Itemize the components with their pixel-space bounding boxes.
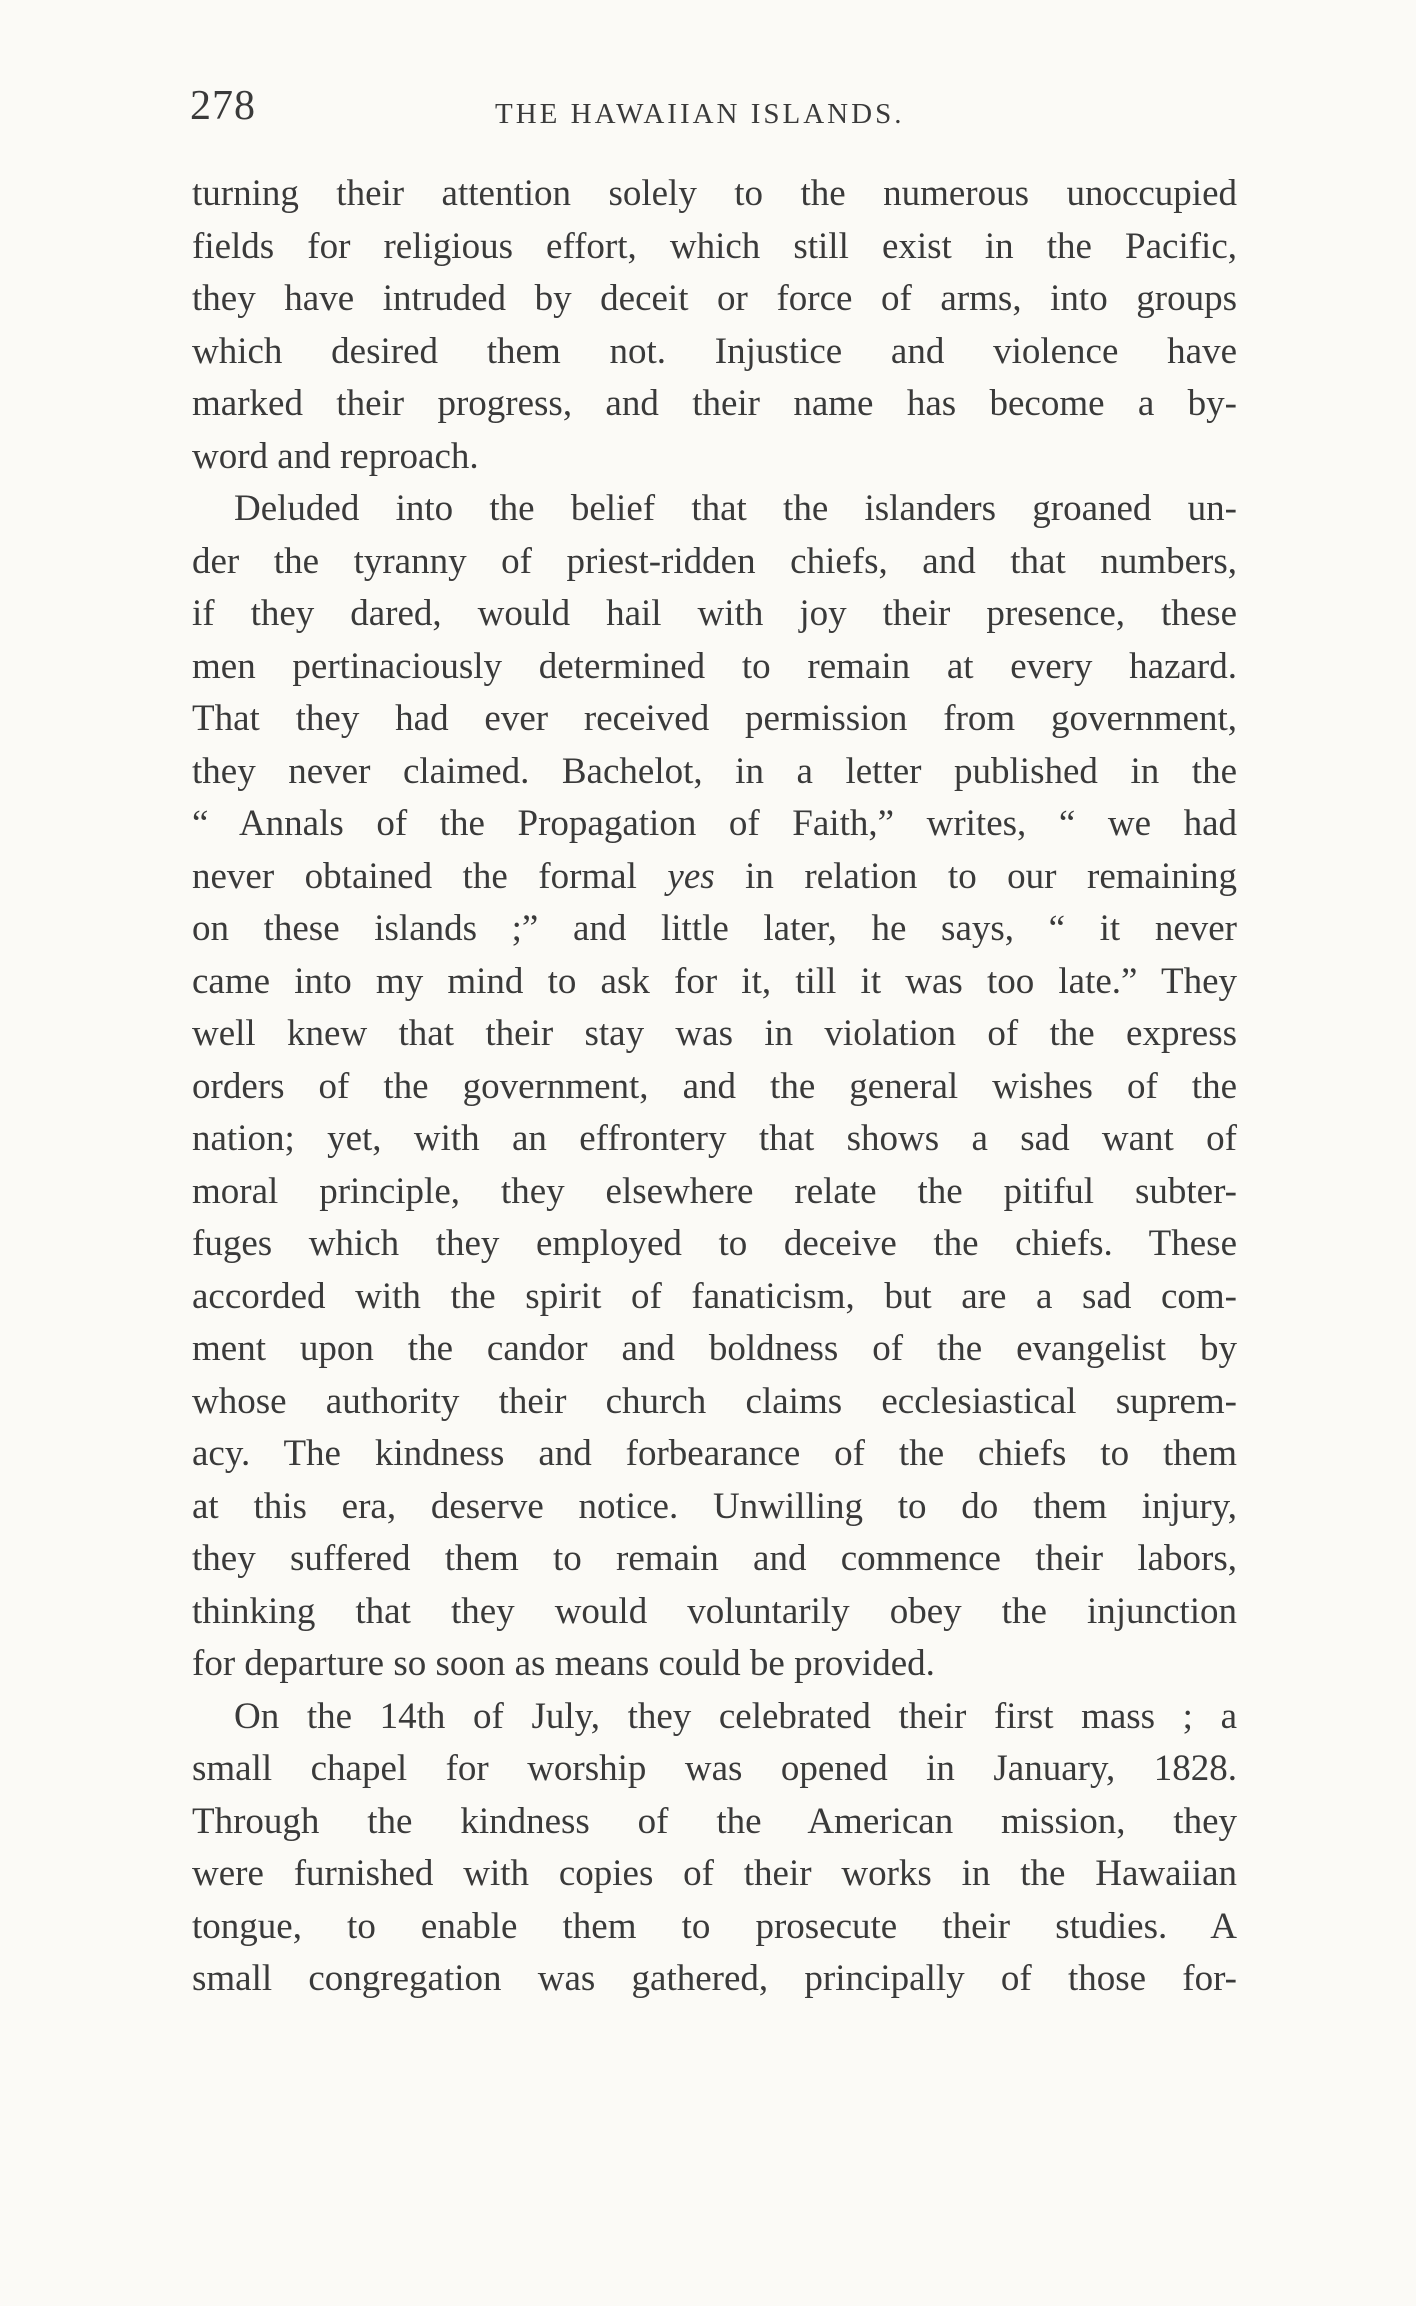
text-line: ment upon the candor and boldness of the evangelist by (192, 1328, 1237, 1369)
text-line: moral principle, they elsewhere relate the pitiful subter- (192, 1170, 1237, 1212)
text-line: That they had ever received permission from government, (192, 698, 1237, 739)
page-header (0, 82, 1416, 142)
text-line: marked their progress, and their name has become a by- (192, 383, 1237, 424)
paragraph (192, 483, 1237, 1691)
text-line: “ Annals of the Propagation of Faith,” writes, “ we had (192, 803, 1237, 844)
text-line: if they dared, would hail with joy their presence, these (192, 593, 1237, 634)
text-line-with-italic (192, 851, 1237, 904)
text-line: they have intruded by deceit or force of arms, into groups (192, 278, 1237, 319)
text-line: fields for religious effort, which still exist in the Pacific, (192, 225, 1237, 267)
text-line: On the 14th of July, they celebrated their first mass ; a (234, 1695, 1237, 1737)
text-segment: in relation to our remaining (745, 855, 1238, 897)
text-line: Through the kindness of the American mission, they (192, 1800, 1237, 1842)
text-line: well knew that their stay was in violation of the express (192, 1013, 1237, 1054)
text-line: nation; yet, with an effrontery that shows a sad want of (192, 1118, 1237, 1159)
paragraph (192, 1691, 1237, 2006)
page-body (192, 168, 1237, 2006)
text-line: were furnished with copies of their works in the Hawaiian (192, 1853, 1237, 1894)
text-line: word and reproach. (192, 435, 479, 477)
text-line: orders of the government, and the general wishes of the (192, 1065, 1237, 1107)
paragraph (192, 168, 1237, 483)
page-number: 278 (190, 83, 256, 129)
text-line: turning their attention solely to the numerous unoccupied (192, 173, 1237, 214)
text-line: tongue, to enable them to prosecute their studies. A (192, 1905, 1237, 1947)
text-line: men pertinaciously determined to remain at every hazard. (192, 645, 1237, 687)
text-line: fuges which they employed to deceive the chiefs. These (192, 1223, 1237, 1264)
running-title: THE HAWAIIAN ISLANDS. (495, 98, 905, 130)
text-line: they never claimed. Bachelot, in a letter published in the (192, 750, 1237, 792)
text-line: acy. The kindness and forbearance of the chiefs to them (192, 1433, 1237, 1474)
text-line: thinking that they would voluntarily obey the injunction (192, 1590, 1237, 1632)
text-line: accorded with the spirit of fanaticism, but are a sad com- (192, 1275, 1237, 1317)
text-line: for departure so soon as means could be provided. (192, 1643, 935, 1684)
text-line: they suffered them to remain and commence their labors, (192, 1538, 1237, 1579)
text-line: whose authority their church claims ecclesiastical suprem- (192, 1380, 1237, 1422)
text-line: Deluded into the belief that the islanders groaned un- (234, 488, 1237, 529)
text-line: which desired them not. Injustice and violence have (192, 330, 1237, 372)
text-line: small congregation was gathered, principally of those for- (192, 1958, 1237, 1999)
text-line: on these islands ;” and little later, he says, “ it never (192, 908, 1237, 949)
text-line: small chapel for worship was opened in January, 1828. (192, 1748, 1237, 1789)
text-line: came into my mind to ask for it, till it was too late.” They (192, 960, 1237, 1002)
text-segment: never obtained the formal (192, 855, 637, 897)
italic-word: yes (667, 855, 715, 897)
text-line: der the tyranny of priest-ridden chiefs, and that numbers, (192, 540, 1237, 582)
text-line: at this era, deserve notice. Unwilling to do them injury, (192, 1485, 1237, 1527)
